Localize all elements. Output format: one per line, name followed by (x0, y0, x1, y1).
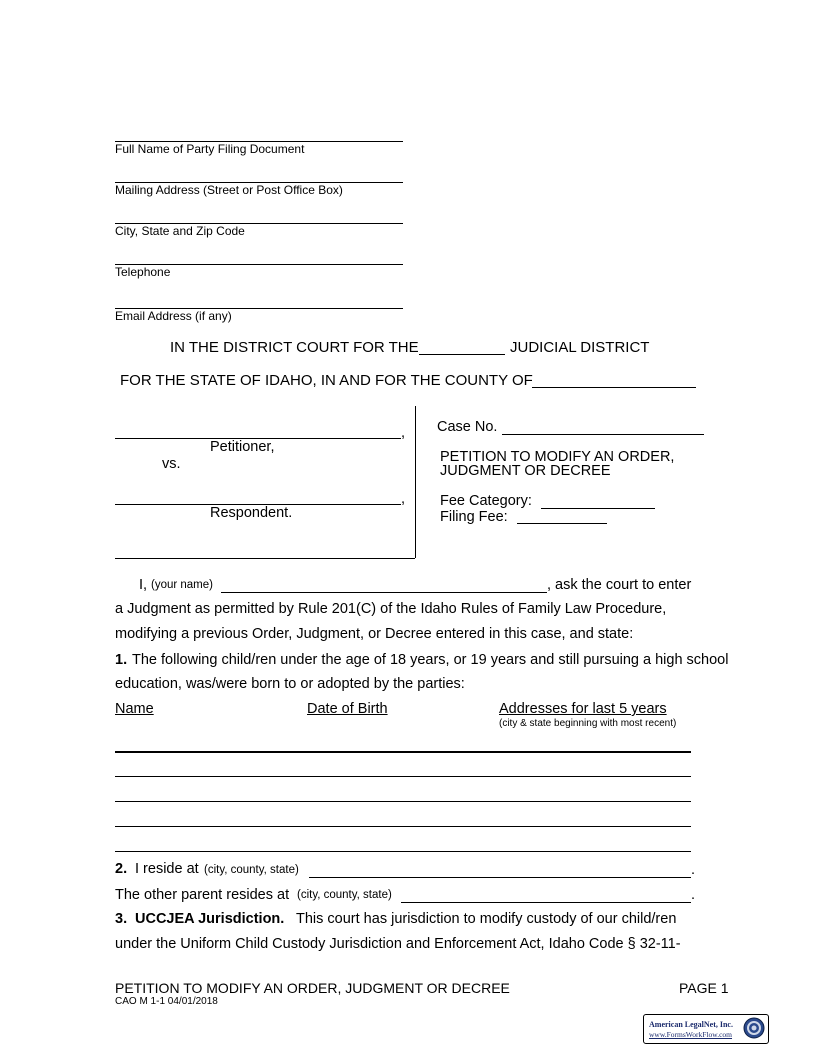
respondent-label: Respondent. (210, 505, 293, 521)
p3-text: This court has jurisdiction to modify custody of our child/ren (296, 911, 677, 927)
child-row-line[interactable] (115, 801, 691, 802)
footer-page-number: PAGE 1 (679, 980, 729, 996)
court-line-1a: IN THE DISTRICT COURT FOR THE (170, 339, 419, 356)
judicial-district-blank[interactable] (419, 354, 505, 355)
p2-other-period: . (691, 887, 696, 903)
court-line-2: FOR THE STATE OF IDAHO, IN AND FOR THE COUNTY OF (120, 372, 533, 389)
telephone-label: Telephone (115, 265, 171, 279)
p1-text: The following child/ren under the age of 18 years, or 19 years and still pursuing a high school (132, 652, 729, 668)
petitioner-comma: , (401, 425, 406, 441)
county-blank[interactable] (532, 387, 696, 388)
footer-form-code: CAO M 1-1 04/01/2018 (115, 996, 218, 1007)
caption-divider (415, 406, 416, 558)
vs-label: vs. (162, 456, 181, 472)
p2-other-parent: The other parent resides at (115, 887, 290, 903)
petitioner-label: Petitioner, (210, 439, 275, 455)
column-name-header: Name (115, 701, 154, 717)
footer-title: PETITION TO MODIFY AN ORDER, JUDGMENT OR DECREE (115, 980, 510, 996)
mailing-address-label: Mailing Address (Street or Post Office Box) (115, 183, 343, 197)
column-address-note: (city & state beginning with most recent) (499, 718, 677, 729)
p3-line-2: under the Uniform Child Custody Jurisdiction and Enforcement Act, Idaho Code § 32-11- (115, 936, 681, 952)
globe-icon (743, 1017, 765, 1039)
logo-line-1: American LegalNet, Inc. (649, 1020, 733, 1029)
intro-end: , ask the court to enter (547, 577, 692, 593)
city-state-zip-label: City, State and Zip Code (115, 224, 245, 238)
reside-at-blank[interactable] (309, 877, 691, 878)
respondent-comma: , (401, 491, 406, 507)
p2-hint: (city, county, state) (204, 864, 299, 876)
fee-category-blank[interactable] (541, 508, 655, 509)
p2-period: . (691, 862, 696, 878)
logo-line-2: www.FormsWorkFlow.com (649, 1030, 733, 1039)
child-row-line[interactable] (115, 826, 691, 827)
p2-text: I reside at (135, 861, 199, 877)
caption-bottom-rule (115, 558, 415, 559)
column-dob-header: Date of Birth (307, 701, 388, 717)
petition-title-1: PETITION TO MODIFY AN ORDER, (440, 449, 675, 465)
case-no-blank[interactable] (502, 434, 704, 435)
p3-title: UCCJEA Jurisdiction. (135, 911, 285, 927)
p2-number: 2. (115, 861, 128, 877)
p1-line-2: education, was/were born to or adopted by the parties: (115, 676, 465, 692)
filing-fee-label: Filing Fee: (440, 509, 508, 525)
column-address-header: Addresses for last 5 years (499, 701, 667, 717)
full-name-label: Full Name of Party Filing Document (115, 142, 305, 156)
intro-your-name-hint: (your name) (151, 579, 213, 591)
child-row-line[interactable] (115, 776, 691, 777)
child-row-line[interactable] (115, 851, 691, 852)
intro-line-3: modifying a previous Order, Judgment, or Decree entered in this case, and state: (115, 626, 634, 642)
email-label: Email Address (if any) (115, 309, 232, 323)
american-legalnet-logo[interactable] (643, 1014, 769, 1044)
court-line-1b: JUDICIAL DISTRICT (510, 339, 650, 356)
intro-line-2: a Judgment as permitted by Rule 201(C) of the Idaho Rules of Family Law Procedure, (115, 601, 667, 617)
intro-i: I, (139, 577, 148, 593)
petition-title-2: JUDGMENT OR DECREE (440, 463, 611, 479)
other-parent-reside-blank[interactable] (401, 902, 691, 903)
filing-fee-blank[interactable] (517, 523, 607, 524)
case-no-label: Case No. (437, 419, 498, 435)
p3-number: 3. (115, 911, 128, 927)
child-row-line[interactable] (115, 751, 691, 753)
your-name-blank[interactable] (221, 592, 547, 593)
p2-other-hint: (city, county, state) (297, 889, 392, 901)
p1-number: 1. (115, 652, 128, 668)
fee-category-label: Fee Category: (440, 493, 532, 509)
